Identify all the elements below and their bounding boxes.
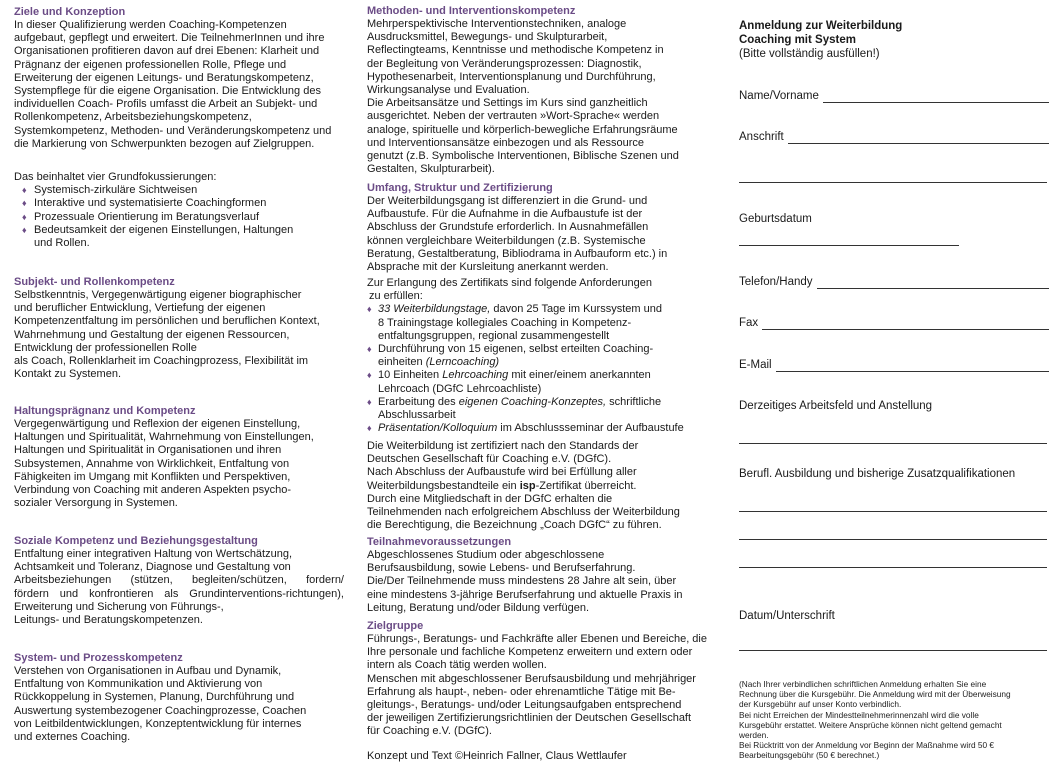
list-item: ♦ Bedeutsamkeit der eigenen Einstellungen, Haltungen bbox=[22, 223, 294, 236]
field-label: Datum/Unterschrift bbox=[739, 610, 835, 622]
text-line: Rollenkompetenz, Arbeitsbeziehungskompetenz, bbox=[14, 111, 252, 124]
fax-field[interactable] bbox=[739, 316, 1049, 330]
note-line: (Nach Ihrer verbindlichen schriftlichen Anmeldung erhalten Sie eine bbox=[739, 679, 987, 689]
text-line: fördern und konfrontieren als Grundinterventions-richtungen), bbox=[14, 587, 344, 600]
education-label bbox=[739, 467, 1049, 481]
list-item-continued: einheiten (Lerncoaching) bbox=[378, 356, 500, 369]
section-heading: Teilnahmevoraussetzungen bbox=[367, 536, 512, 548]
text-line: Die/Der Teilnehmende muss mindestens 28 Jahre alt sein, über bbox=[367, 575, 677, 588]
diamond-bullet-icon: ♦ bbox=[367, 370, 372, 381]
text-line: Hypothesenarbeit, Interventionsplanung und Durchführung, bbox=[367, 70, 656, 83]
diamond-bullet-icon: ♦ bbox=[367, 423, 372, 434]
fill-line[interactable] bbox=[817, 278, 1049, 289]
text-line: Beratung, Gestaltberatung, Bibliodrama in Aufbauform etc.) in bbox=[367, 247, 668, 260]
form-course-title: Coaching mit System bbox=[739, 34, 856, 46]
text-line: die Markierung von Schwerpunkten bezogen auf Zielgruppen. bbox=[14, 137, 315, 150]
list-item: ♦ Erarbeitung des eigenen Coaching-Konzeptes, schriftliche bbox=[367, 395, 662, 408]
signature-line[interactable] bbox=[739, 650, 1047, 651]
diamond-bullet-icon: ♦ bbox=[367, 344, 372, 355]
field-label: Telefon/Handy bbox=[739, 276, 813, 288]
list-item-continued: entfaltungsgruppen, regional zusammengestellt bbox=[378, 329, 610, 342]
section-body bbox=[14, 19, 344, 151]
text-line: Fähigkeiten im Umgang mit Konflikten und Perspektiven, bbox=[14, 470, 291, 483]
text-line: Weiterbildungsbestandteile ein isp-Zertifikat überreicht. bbox=[367, 479, 637, 492]
section-zielgruppe bbox=[367, 620, 719, 739]
text-line: Systemkompetenz, Methoden- und Veränderungskompetenz und bbox=[14, 124, 332, 137]
birthdate-line[interactable] bbox=[739, 245, 959, 246]
text-line: Prägnanz der eigenen professionellen Rolle, Pflege und bbox=[14, 58, 287, 71]
text-line: Selbstkenntnis, Vergegenwärtigung eigener biographischer bbox=[14, 289, 302, 301]
text-line: aufgebaut, gepflegt und erweitert. Die TeilnehmerInnen und ihre bbox=[14, 32, 325, 45]
text-line: Berufsausbildung, sowie Lebens- und Berufserfahrung. bbox=[367, 562, 636, 575]
note-line: werden. bbox=[739, 730, 769, 741]
text-line: Organisationen profitieren davon auf drei Ebenen: Klarheit und bbox=[14, 45, 320, 58]
text-line: genutzt (z.B. Symbolische Interventionen, Biblische Szenen und bbox=[367, 150, 679, 163]
text-line: intern als Coach tätig werden wollen. bbox=[367, 659, 547, 672]
list-item-continued: und Rollen. bbox=[34, 237, 90, 250]
text-line: Absprache mit der Kursleitung anerkannt werden. bbox=[367, 261, 609, 274]
form-title: Anmeldung zur Weiterbildung bbox=[739, 20, 903, 32]
text-line: Entfaltung von Kommunikation und Aktivierung von bbox=[14, 678, 263, 691]
workfield-label bbox=[739, 399, 1049, 413]
text-line: Gestalten, Skulpturarbeit). bbox=[367, 163, 495, 176]
text-line: Durch eine Mitgliedschaft in der DGfC erhalten die bbox=[367, 492, 613, 505]
text-line: Systempflege für die eigene Organisation. Die Entwicklung des bbox=[14, 85, 321, 98]
text-line: Wahrnehmung und Gestaltung der eigenen Ressourcen, bbox=[14, 328, 290, 341]
education-line-3[interactable] bbox=[739, 567, 1047, 568]
text-line: Führungs-, Beratungs- und Fachkräfte aller Ebenen und Bereiche, die bbox=[367, 633, 707, 645]
text-line: Teilnehmenden nach erfolgreichem Abschluss der Weiterbildung bbox=[367, 506, 680, 519]
text-line: Erweiterung der eigenen Leitungs- und Beratungskompetenz, bbox=[14, 71, 314, 84]
text-line: Leitungs- und Beratungskompetenzen. bbox=[14, 614, 203, 627]
form-instruction: (Bitte vollständig ausfüllen!) bbox=[739, 48, 880, 60]
note-line: Rechnung über die Kursgebühr. Die Anmeldung wird mit der Überweisung bbox=[739, 689, 1011, 700]
section-heading: Umfang, Struktur und Zertifizierung bbox=[367, 182, 553, 194]
fill-line[interactable] bbox=[823, 92, 1049, 103]
text-line: analoge, spirituelle und körperlich-bewegliche Erfahrungsräume bbox=[367, 123, 678, 136]
section-umfang bbox=[367, 182, 719, 274]
section-zertifizierung bbox=[367, 440, 719, 532]
text-line: eine mindestens 3-jährige Berufserfahrung und aktuelle Praxis in bbox=[367, 588, 683, 601]
list-item: ♦ Interaktive und systematisierte Coachingformen bbox=[22, 197, 267, 210]
text-line: Haltungen und Spiritualität, Wahrnehmung von Einstellungen, bbox=[14, 431, 314, 444]
diamond-bullet-icon: ♦ bbox=[22, 198, 27, 209]
field-label: Derzeitiges Arbeitsfeld und Anstellung bbox=[739, 400, 933, 412]
text-line: Subsystemen, Annahme von Wirklichkeit, Entfaltung von bbox=[14, 457, 290, 470]
section-ziele bbox=[14, 6, 344, 151]
list-item: ♦ 33 Weiterbildungstage, davon 25 Tage im Kurssystem und bbox=[367, 303, 662, 316]
section-heading: Ziele und Konzeption bbox=[14, 6, 126, 18]
requirements-list bbox=[367, 303, 719, 435]
fill-line[interactable] bbox=[788, 133, 1049, 144]
text-line: ausgerichtet. Neben der vertrauten »Wort-Sprache« werden bbox=[367, 110, 660, 123]
education-line-1[interactable] bbox=[739, 511, 1047, 512]
diamond-bullet-icon: ♦ bbox=[22, 211, 27, 222]
section-sozial bbox=[14, 535, 344, 627]
text-line: Menschen mit abgeschlossener Berufsausbildung und mehrjähriger bbox=[367, 672, 696, 685]
section-heading: Zielgruppe bbox=[367, 620, 424, 632]
education-line-2[interactable] bbox=[739, 539, 1047, 540]
text-line: als Coach, Rollenklarheit im Coachingprozess, Flexibilität im bbox=[14, 355, 309, 368]
text-line: zu erfüllen: bbox=[369, 290, 423, 303]
section-heading: Haltungsprägnanz und Kompetenz bbox=[14, 405, 196, 417]
text-line: Erweiterung und Sicherung von Führungs-, bbox=[14, 600, 224, 613]
credit-text: Konzept und Text ©Heinrich Fallner, Claus Wettlaufer bbox=[367, 750, 627, 762]
note-line: Bei Rücktritt von der Anmeldung vor Beginn der Maßnahme wird 50 € bbox=[739, 740, 995, 751]
text-line: sozialer Versorgung in Systemen. bbox=[14, 497, 178, 510]
section-grundfokus bbox=[14, 171, 344, 250]
text-line: Die Weiterbildung ist zertifiziert nach den Standards der bbox=[367, 440, 639, 452]
text-line: Kontakt zu Systemen. bbox=[14, 368, 121, 381]
section-heading: Soziale Kompetenz und Beziehungsgestaltung bbox=[14, 535, 258, 547]
text-line: Verbindung von Coaching mit anderen Aspekten psycho- bbox=[14, 484, 292, 497]
text-line: Erfahrung als haupt-, neben- oder ehrenamtliche Tätige mit Be- bbox=[367, 685, 676, 698]
diamond-bullet-icon: ♦ bbox=[367, 304, 372, 315]
text-line: Vergegenwärtigung und Reflexion der eigenen Einstellung, bbox=[14, 418, 301, 430]
note-line: Bei nicht Erreichen der Mindestteilnehmerinnenzahl wird die volle bbox=[739, 709, 979, 720]
text-line: individuellen Coach- Profils umfasst die Arbeit an Subjekt- und bbox=[14, 98, 318, 111]
section-heading: Methoden- und Interventionskompetenz bbox=[367, 5, 576, 17]
text-line: Zur Erlangung des Zertifikats sind folgende Anforderungen bbox=[367, 277, 652, 289]
address-field[interactable] bbox=[739, 130, 1049, 144]
text-line: Ausdrucksmittel, Bewegungs- und Skulpturarbeit, bbox=[367, 31, 608, 44]
section-heading: Subjekt- und Rollenkompetenz bbox=[14, 276, 175, 288]
credit-line bbox=[367, 750, 719, 763]
text-line: Arbeitsbeziehungen (stützen, begleiten/schützen, fordern/ bbox=[14, 574, 344, 587]
signature-label bbox=[739, 609, 1049, 623]
text-line: der Begleitung von Veränderungsprozessen: Diagnostik, bbox=[367, 57, 642, 70]
fill-line[interactable] bbox=[776, 361, 1049, 372]
text-line: Abgeschlossenes Studium oder abgeschlossene bbox=[367, 549, 605, 561]
section-methoden bbox=[367, 5, 719, 176]
text-line: und beruflicher Entwicklung, Vertiefung der eigenen bbox=[14, 302, 266, 315]
text-line: Nach Abschluss der Aufbaustufe wird bei Erfüllung aller bbox=[367, 466, 637, 479]
text-line: von Leitbildentwicklungen, Konzeptentwicklung für internes bbox=[14, 717, 302, 730]
list-item: ♦ Präsentation/Kolloquium im Abschlussseminar der Aufbaustufe bbox=[367, 422, 684, 435]
text-line: Entfaltung einer integrativen Haltung von Wertschätzung, bbox=[14, 548, 293, 560]
text-line: Der Weiterbildungsgang ist differenziert in die Grund- und bbox=[367, 195, 648, 207]
text-line: Die Arbeitsansätze und Settings im Kurs sind ganzheitlich bbox=[367, 97, 648, 110]
field-label: E-Mail bbox=[739, 359, 772, 371]
text-line: Rückkoppelung in Systemen, Planung, Durchführung und bbox=[14, 691, 295, 704]
form-header bbox=[739, 19, 1049, 61]
text-line: Entwicklung der professionellen Rolle bbox=[14, 341, 197, 354]
text-line: Ihre personale und fachliche Kompetenz erweitern und extern oder bbox=[367, 646, 693, 659]
note-line: Kursgebühr erstattet. Weitere Ansprüche können nicht geltend gemacht bbox=[739, 719, 1002, 730]
text-line: Mehrperspektivische Interventionstechniken, analoge bbox=[367, 18, 627, 30]
name-field[interactable] bbox=[739, 89, 1049, 103]
text-line: Verstehen von Organisationen in Aufbau und Dynamik, bbox=[14, 665, 282, 677]
list-item: ♦ Systemisch-zirkuläre Sichtweisen bbox=[22, 184, 198, 197]
form-notes bbox=[739, 679, 1051, 761]
list-item-continued: Abschlussarbeit bbox=[378, 409, 456, 422]
list-item: ♦ Prozessuale Orientierung im Beratungsverlauf bbox=[22, 210, 260, 223]
text-line: Wirkungsanalyse und Evaluation. bbox=[367, 84, 530, 97]
text-line: gleitungs-, Beratungs- und/oder Leitungsaufgaben entsprechend bbox=[367, 699, 682, 712]
text-line: Abschluss der Grundstufe erforderlich. In Ausnahmefällen bbox=[367, 221, 649, 234]
section-teilnahme bbox=[367, 536, 719, 615]
text-line: In dieser Qualifizierung werden Coaching-Kompetenzen bbox=[14, 19, 287, 31]
email-field[interactable] bbox=[739, 358, 1049, 372]
text-line: können vergleichbare Weiterbildungen (z.B. Systemische bbox=[367, 234, 646, 247]
section-anforderungen bbox=[367, 277, 719, 435]
phone-field[interactable] bbox=[739, 275, 1049, 289]
list-item: ♦ Durchführung von 15 eigenen, selbst erteilten Coaching- bbox=[367, 343, 654, 356]
list-item-continued: 8 Trainingstage kollegiales Coaching in Kompetenz- bbox=[378, 316, 632, 329]
text-line: Auswertung systembezogener Coachingprozesse, Coachen bbox=[14, 704, 307, 717]
birthdate-field bbox=[739, 212, 1049, 226]
diamond-bullet-icon: ♦ bbox=[22, 224, 27, 235]
bullet-list bbox=[14, 184, 344, 250]
section-heading: System- und Prozesskompetenz bbox=[14, 652, 183, 664]
text-line: Reflectingteams, Kenntnisse und methodische Kompetenz in bbox=[367, 44, 664, 57]
text-line: der jeweiligen Zertifizierungsrichtlinien der Deutschen Gesellschaft bbox=[367, 712, 692, 725]
text-line: Leitung, Beratung und/oder Bildung verfügen. bbox=[367, 601, 589, 614]
list-item: ♦ 10 Einheiten Lehrcoaching mit einer/einem anerkannten bbox=[367, 369, 651, 382]
note-line: Bearbeitungsgebühr (50 € berechnet.) bbox=[739, 750, 880, 761]
field-label: Geburtsdatum bbox=[739, 213, 812, 225]
diamond-bullet-icon: ♦ bbox=[367, 396, 372, 407]
address-line-2[interactable] bbox=[739, 182, 1047, 183]
list-intro: Das beinhaltet vier Grundfokussierungen: bbox=[14, 171, 217, 183]
section-subjekt bbox=[14, 276, 344, 381]
text-line: für Coaching e.V. (DGfC). bbox=[367, 725, 492, 738]
field-label: Anschrift bbox=[739, 131, 784, 143]
text-line: Haltungen und Spiritualität in Organisationen und ihren bbox=[14, 444, 282, 457]
list-item-continued: Lehrcoach (DGfC Lehrcoachliste) bbox=[378, 382, 542, 395]
text-line: Aufbaustufe. Für die Aufnahme in die Aufbaustufe ist der bbox=[367, 208, 643, 221]
text-line: die Berechtigung, die Bezeichnung „Coach DGfC“ zu führen. bbox=[367, 519, 662, 532]
text-line: Kompetenzentfaltung im persönlichen und beruflichen Kontext, bbox=[14, 315, 320, 328]
text-line: und Interventionsansätze einbezogen und als Ressource bbox=[367, 136, 645, 149]
section-haltung bbox=[14, 405, 344, 510]
workfield-line[interactable] bbox=[739, 443, 1047, 444]
section-system bbox=[14, 652, 344, 744]
text-line: Deutschen Gesellschaft für Coaching e.V. (DGfC). bbox=[367, 453, 612, 466]
field-label: Name/Vorname bbox=[739, 90, 819, 102]
field-label: Berufl. Ausbildung und bisherige Zusatzqualifikationen bbox=[739, 468, 1016, 480]
text-line: und externes Coaching. bbox=[14, 731, 131, 744]
diamond-bullet-icon: ♦ bbox=[22, 185, 27, 196]
text-line: Achtsamkeit und Toleranz, Diagnose und Gestaltung von bbox=[14, 561, 291, 574]
fill-line[interactable] bbox=[762, 319, 1049, 330]
field-label: Fax bbox=[739, 317, 759, 329]
note-line: der Kursgebühr auf unser Konto verbindlich. bbox=[739, 699, 902, 710]
